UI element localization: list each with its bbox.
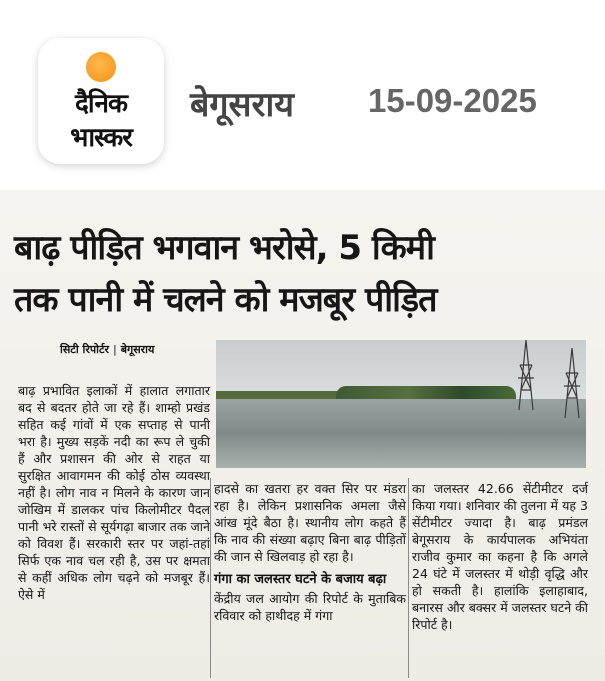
byline-separator: | [112, 343, 117, 356]
column-2-subheading: गंगा का जलस्तर घटने के बजाय बढ़ा [214, 572, 387, 587]
headline-line-2: तक पानी में चलने को मजबूर पीड़ित [14, 280, 437, 320]
headline-line-1: बाढ़ पीड़ित भगवान भरोसे, 5 किमी [14, 228, 434, 268]
article-column-3: का जलस्तर 42.66 सेंटीमीटर दर्ज किया गया। शनिवार की तुलना में यह 3 सेंटीमीटर ज्यादा है। बाढ़ प्रमंडल बेगूसराय के कार्यपालक अभियंता राजीव कुमार का कहना है कि अगले 24 घंटे में जलस्तर में थोड़ी वृद्धि और हो सकती है। हालांकि इलाहाबाद, बनारस और बक्सर में जलस्तर घटने की रिपोर्ट है। [412, 481, 588, 632]
article-column-2 [214, 480, 406, 624]
app-header [0, 0, 605, 190]
logo-text-line2: भास्कर [70, 123, 132, 153]
column-2-paragraph-2: केंद्रीय जल आयोग की रिपोर्ट के मुताबिक रविवार को हाथीदह में गंगा [214, 591, 406, 623]
article-headline [14, 222, 599, 326]
edition-date[interactable]: 15-09-2025 [368, 82, 537, 119]
power-tower-icon [562, 348, 582, 418]
column-divider [210, 478, 211, 678]
logo-text-line1: दैनिक [75, 89, 127, 119]
edition-city[interactable]: बेगूसराय [190, 85, 294, 125]
flood-photo [216, 340, 586, 468]
column-2-paragraph-1: हादसे का खतरा हर वक्त सिर पर मंडरा रहा है। लेकिन प्रशासनिक अमला जैसे आंख मूंदे बैठा है। स्थानीय लोग कहते हैं कि नाव की संख्या बढ़ाए बिना बाढ़ पीड़ितों की जान से खिलवाड़ हो रहा है। [214, 481, 406, 564]
byline-reporter: सिटी रिपोर्टर [60, 343, 109, 356]
article-byline [60, 342, 154, 357]
power-tower-icon [516, 340, 536, 410]
byline-place: बेगूसराय [120, 343, 155, 356]
sun-icon [86, 52, 116, 82]
dainik-bhaskar-logo[interactable] [38, 38, 164, 164]
article-column-1: बाढ़ प्रभावित इलाकों में हालात लगातार बद से बदतर होते जा रहे हैं। शाम्हो प्रखंड सहित कई गांवों में एक सप्ताह से पानी भरा है। मुख्य सड़कें नदी का रूप ले चुकी हैं और प्रशासन की ओर से राहत या सुरक्षित आवागमन की कोई ठोस व्यवस्था नहीं है। लोग नाव न मिलने के कारण जान जोखिम में डालकर पांच किलोमीटर पैदल पानी भरे रास्तों से सूर्यगढ़ा बाजार तक जाने को विवश हैं। सरकारी स्तर पर जहां-तहां सिर्फ एक नाव चल रही है, उस पर क्षमता से कहीं अधिक लोग चढ़ने को मजबूर हैं। ऐसे में [18, 383, 210, 602]
newspaper-clipping[interactable] [0, 190, 605, 681]
column-divider [408, 478, 409, 678]
